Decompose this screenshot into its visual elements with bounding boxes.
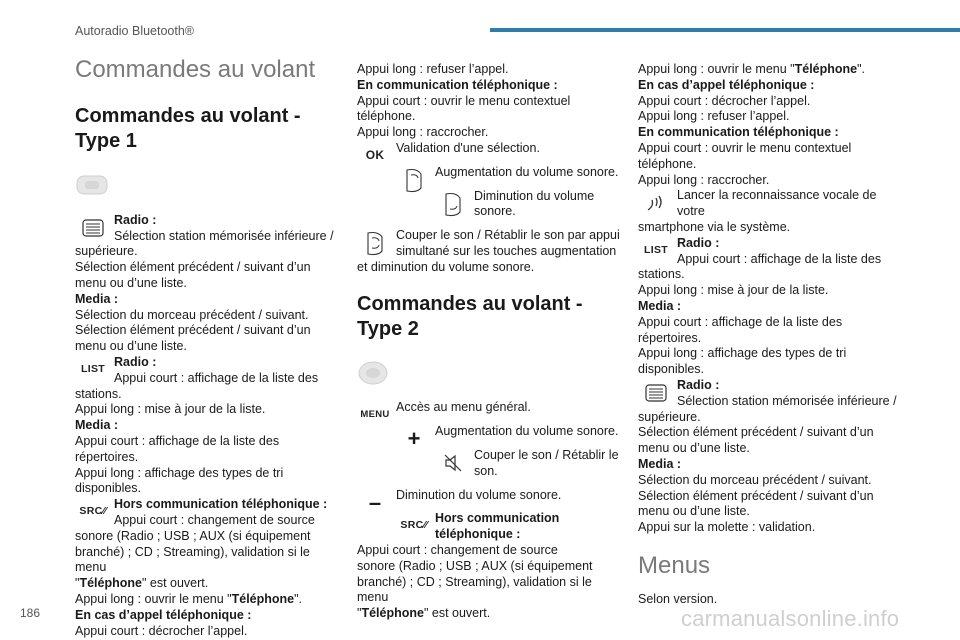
volume-down-button-icon [435, 189, 471, 219]
entry-plus: + Augmentation du volume sonore. [357, 424, 621, 440]
watermark: carmanualsonline.info [681, 606, 900, 631]
column-2: Appui long : refuser l’appel. En communication téléphonique : Appui court : ouvrir le menu contextuel téléphone. Appui long : raccrocher. OK Validation d'une sélection. Augmentation du volume sonore. Diminution du volume sonore. Couper le son / Rétablir le son par appui simultané sur les touches augmentation et diminution du volume sonore. Commandes au volant - Type 2 MENU Accès au menu général. + Augmentation du volume sonore. Couper le son / Rétablir le son. – Diminution du volume sonore. SRC ⁄⁄ Hors communication téléphonique : Appui court : changement de source sonore (Radio ; USB ; AUX (si équipement branché) ; CD ; Streaming), validation si le menu "Téléphone" est ouvert. [357, 62, 620, 621]
section-title-type2: Commandes au volant - Type 2 [357, 292, 583, 340]
mute-icon [435, 448, 471, 478]
header-accent-bar [490, 28, 960, 32]
scroll-wheel-icon [75, 213, 111, 243]
list-icon: LIST [644, 243, 668, 256]
entry-radio-seek2: Radio : Sélection station mémorisée inférieure / supérieure. Sélection élément précédent / suivant d’un menu ou d’une liste. Media : Sélection du morceau précédent / suivant. Sélection élément précédent / suivant d’un menu ou d’une liste. Appui sur la molette : validation. [638, 377, 897, 535]
column-3: Appui long : ouvrir le menu "Téléphone". En cas d’appel téléphonique : Appui court : décrocher l’appel. Appui long : refuser l’appel. En communication téléphonique : Appui court : ouvrir le menu contextuel téléphone. Appui long : raccrocher. Lancer la reconnaissance vocale de votre smartphone via le système. LIST Radio : Appui court : affichage de la liste des stations. Appui long : mise à jour de la liste. Media : Appui court : affichage de la liste des répertoires. Appui long : affichage des types de tri disponibles. Radio : Sélection station mémorisée inférieure / supérieure. Sélection élément précédent / suivant d’un menu ou d’une liste. Media : Sélection du morceau précédent / suivant. Sélection élément précédent / suivant d’un menu ou d’une liste. Appui sur la molette : validation. Menus Selon version. [638, 62, 904, 608]
volume-mute-buttons-icon [357, 228, 393, 258]
steering-wheel-icon [357, 360, 393, 386]
page-number: 186 [20, 606, 41, 620]
entry-src2: SRC ⁄⁄ Hors communication téléphonique : Appui court : changement de source sonore (Radio ; USB ; AUX (si équipement branché) ; CD ; Streaming), validation si le menu "Téléphone" est ouvert. [357, 511, 593, 621]
menus-text: Selon version. [638, 591, 718, 606]
entry-list: LIST Radio : Appui court : affichage de la liste des stations. Appui long : mise à jour de la liste. Media : Appui court : affichage de la liste des répertoires. Appui long : affichage des types de tri disponibles. [75, 354, 319, 496]
header-title: Autoradio Bluetooth® [75, 24, 195, 38]
entry-vol-up: Augmentation du volume sonore. [357, 165, 621, 181]
main-title: Commandes au volant [75, 56, 316, 83]
steering-wheel-icon [75, 172, 111, 198]
entry-voice: Lancer la reconnaissance vocale de votre smartphone via le système. [638, 188, 877, 234]
src-phone-icon: SRC ⁄⁄ [79, 505, 107, 518]
entry-menu: MENU Accès au menu général. [357, 400, 621, 416]
section-title-type1: Commandes au volant - Type 1 [75, 105, 301, 152]
entry-minus: – Diminution du volume sonore. [357, 488, 621, 504]
list-icon: LIST [81, 363, 105, 376]
voice-recognition-icon [638, 188, 674, 218]
entry-radio-seek: Radio : Sélection station mémorisée inférieure / supérieure. Sélection élément précédent / suivant d’un menu ou d’une liste. Media : Sélection du morceau précédent / suivant. Sélection élément précédent / suivant d’un menu ou d’une liste. [75, 212, 334, 354]
src-phone-icon: SRC ⁄⁄ [400, 519, 428, 532]
menus-title: Menus [638, 551, 711, 579]
column-1 [75, 56, 339, 639]
ok-icon: OK [365, 148, 385, 163]
entry-src: SRC ⁄⁄ Hors communication téléphonique : Appui court : changement de source sonore (Radio ; USB ; AUX (si équipement branché) ; CD ; Streaming), validation si le menu "Téléphone" est ouvert. Appui long : ouvrir le menu "Téléphone". En cas d’appel téléphonique : Appui court : décrocher l’appel. [75, 497, 328, 638]
entry-mute2: Couper le son / Rétablir le son. [357, 448, 621, 480]
entry-ok: OK Validation d'une sélection. [357, 141, 621, 157]
plus-icon: + [407, 426, 421, 452]
entry-mute: Couper le son / Rétablir le son par appui simultané sur les touches augmentation et diminution du volume sonore. [357, 228, 620, 274]
menu-icon: MENU [360, 409, 390, 421]
volume-up-button-icon [396, 165, 432, 195]
minus-icon: – [368, 489, 382, 515]
entry-vol-down: Diminution du volume sonore. [357, 189, 621, 221]
scroll-wheel-icon [638, 378, 674, 408]
entry-list2: LIST Radio : Appui court : affichage de la liste des stations. Appui long : mise à jour de la liste. Media : Appui court : affichage de la liste des répertoires. Appui long : affichage des types de tri disponibles. [638, 235, 882, 377]
